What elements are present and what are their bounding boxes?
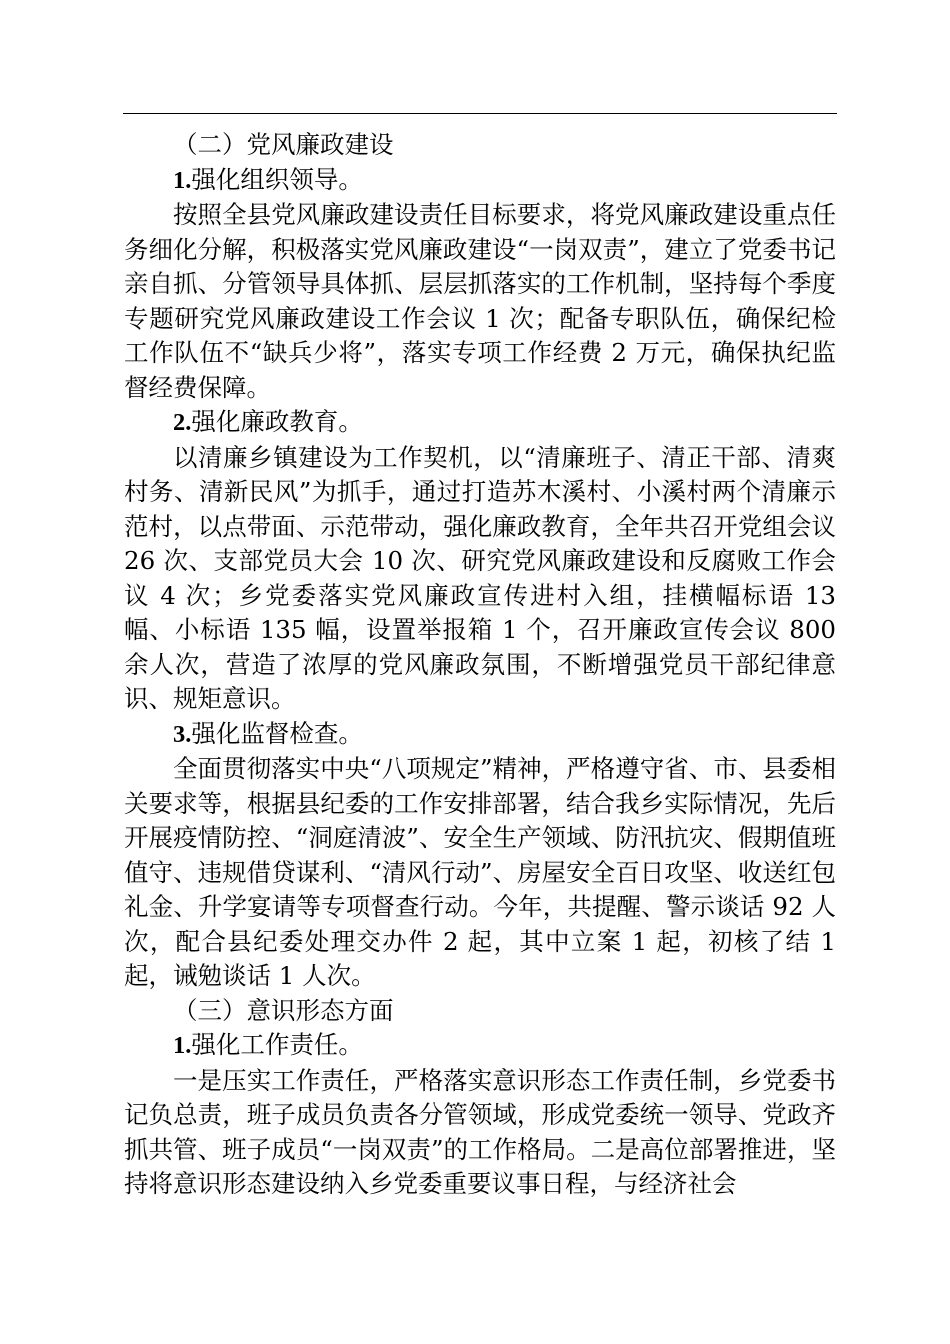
paragraph: 以清廉乡镇建设为工作契机，以“清廉班子、清正干部、清爽村务、清新民风”为抓手，通过打造苏木溪村、小溪村两个清廉示范村，以点带面、示范带动，强化廉政教育，全年共召开党组会议 26 次、支部党员大会 10 次、研究党风廉政建设和反腐败工作会议 4 次；乡党委落实党风廉政宣传进村入组，挂横幅标语 13 幅、小标语 135 幅，设置举报箱 1 个，召开廉政宣传会议 800 余人次，营造了浓厚的党风廉政氛围，不断增强党员干部纪律意识、规矩意识。 bbox=[124, 442, 836, 713]
item-heading bbox=[124, 405, 836, 441]
header-rule bbox=[123, 113, 837, 114]
paragraph: 一是压实工作责任，严格落实意识形态工作责任制，乡党委书记负总责，班子成员负责各分管领域，形成党委统一领导、党政齐抓共管、班子成员“一岗双责”的工作格局。二是高位部署推进，坚持将意识形态建设纳入乡党委重要议事日程，与经济社会 bbox=[124, 1065, 836, 1198]
item-heading bbox=[124, 717, 836, 753]
document-body bbox=[124, 128, 836, 1202]
item-number: 2. bbox=[173, 409, 192, 436]
section-heading: （三）意识形态方面 bbox=[173, 995, 394, 1025]
paragraph: 按照全县党风廉政建设责任目标要求，将党风廉政建设重点任务细化分解，积极落实党风廉政建设“一岗双责”，建立了党委书记亲自抓、分管领导具体抓、层层抓落实的工作机制，坚持每个季度专题研究党风廉政建设工作会议 1 次；配备专职队伍，确保纪检工作队伍不“缺兵少将”，落实专项工作经费 2 万元，确保执纪监督经费保障。 bbox=[124, 200, 836, 402]
item-number: 3. bbox=[173, 720, 192, 748]
item-number: 1. bbox=[173, 166, 192, 194]
paragraph: 全面贯彻落实中央“八项规定”精神，严格遵守省、市、县委相关要求等，根据县纪委的工作安排部署，结合我乡实际情况，先后开展疫情防控、“洞庭清波”、安全生产领域、防汛抗灾、假期值班值守、违规借贷谋利、“清风行动”、房屋安全百日攻坚、收送红包礼金、升学宴请等专项督查行动。今年，共提醒、警示谈话 92 人次，配合县纪委处理交办件 2 起，其中立案 1 起，初核了结 1 起，诫勉谈话 1 人次。 bbox=[124, 754, 836, 990]
item-title: 强化监督检查。 bbox=[191, 718, 363, 748]
item-heading bbox=[124, 163, 836, 199]
section-heading: （二）党风廉政建设 bbox=[173, 130, 394, 159]
item-title: 强化组织领导。 bbox=[191, 164, 363, 194]
item-heading bbox=[124, 1028, 836, 1064]
item-title: 强化廉政教育。 bbox=[191, 407, 363, 436]
item-number: 1. bbox=[173, 1032, 192, 1059]
item-title: 强化工作责任。 bbox=[191, 1030, 363, 1059]
